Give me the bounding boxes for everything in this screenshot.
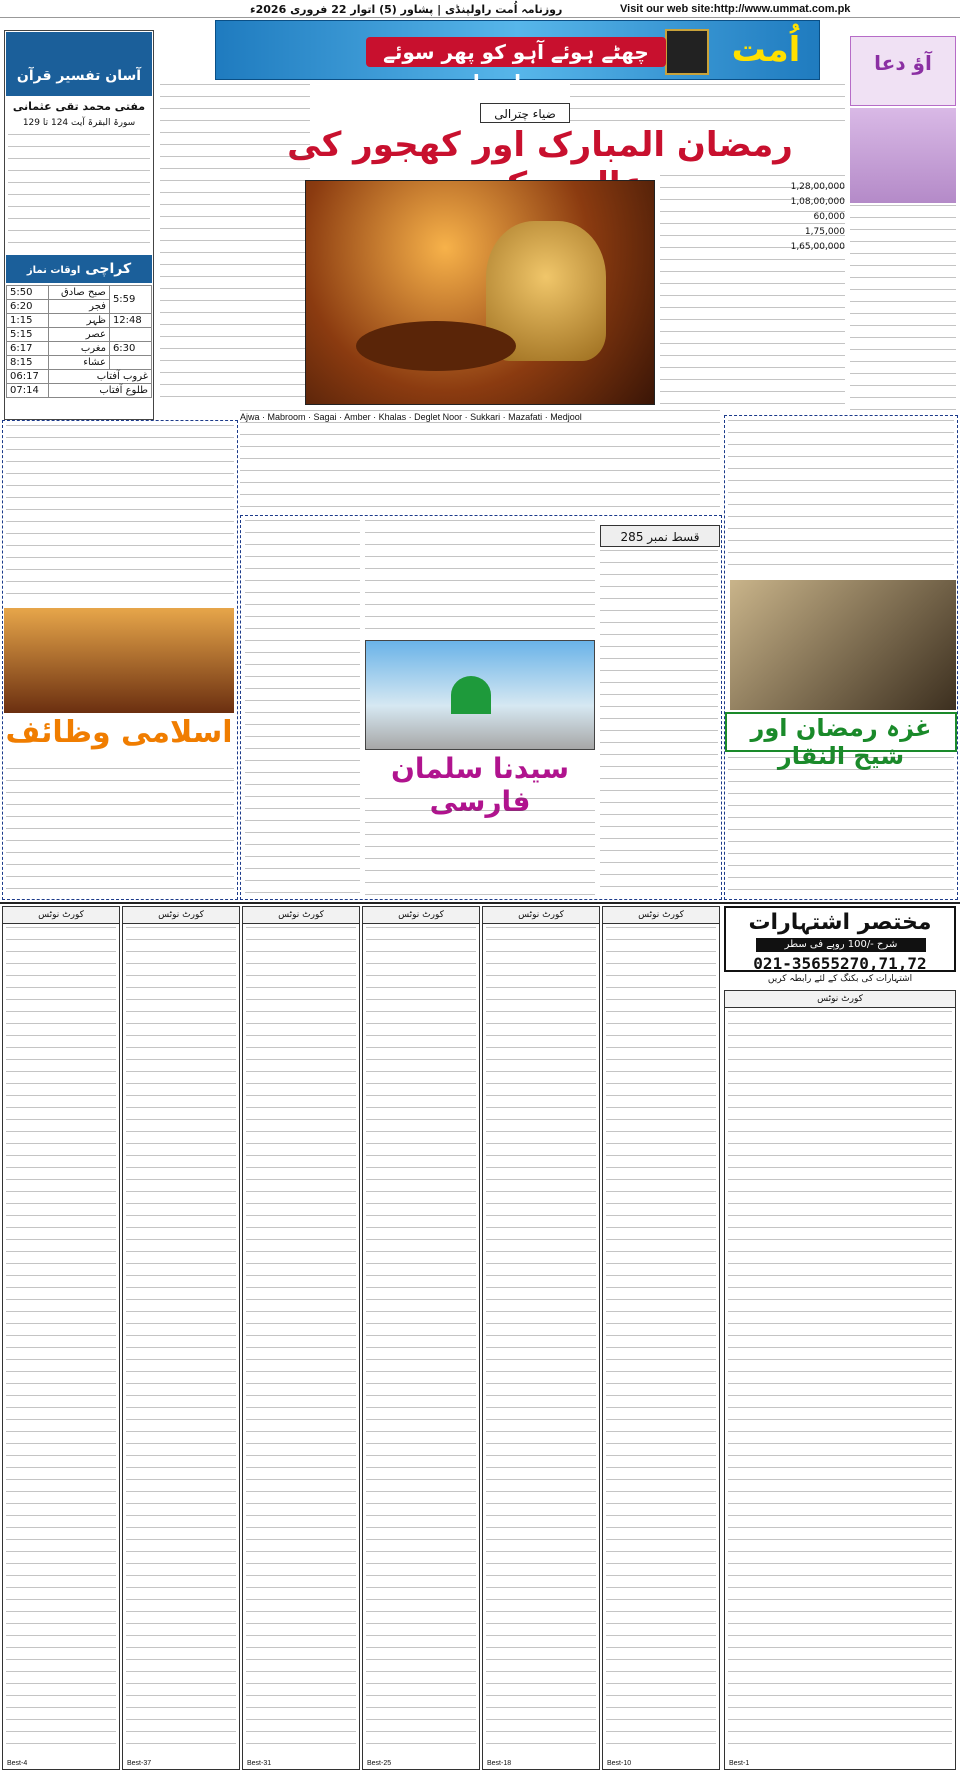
times-label: اوقات نماز [26,265,81,276]
section-divider [0,902,960,904]
green-dome-icon [451,676,491,714]
islamic-text-top [6,425,234,605]
table-row [7,356,152,370]
notice-ref: Best-10 [607,1760,632,1767]
ramadan-logo [850,36,956,106]
notice-text [606,927,716,1752]
notice-column [724,990,956,1770]
date-varieties-list: Ajwa · Mabroom · Sagai · Amber · Khalas · Deglet Noor · Sukkari · Mazafati · Medjool [240,412,582,422]
prayer-name: عصر [49,328,110,342]
prophets-mosque-image [365,640,595,750]
notice-ref: Best-4 [7,1760,28,1767]
date-variety: Deglet Noor [414,412,463,422]
prayer-name: مغرب [49,342,110,356]
notice-column [482,906,600,1770]
ramadan-logo-text: آؤ دعا [874,51,932,75]
article-byline: ضیاء چترالی [480,103,570,123]
notice-column [242,906,360,1770]
gaza-text-top [728,420,954,575]
praying-hands-image [850,108,956,203]
prayer-time: 8:15 [7,356,49,370]
table-row [7,314,152,328]
classified-phone: 021-35655270,71,72 [753,954,927,973]
notice-text [486,927,596,1752]
figure-value: 1,65,00,000 [790,242,845,252]
figure-value: 1,75,000 [804,227,845,237]
prayer-name: غروب آفتاب [49,370,152,384]
salman-column-left [245,520,360,895]
prayer-times-table [6,285,152,425]
notice-header: کورٹ نوٹس [123,907,239,924]
ramadan-column-text [850,205,956,415]
prayer-name: طلوع آفتاب [49,384,152,398]
salman-column-right [600,550,718,895]
mosque-silhouette-image [4,608,234,713]
prayer-name: فجر [49,300,110,314]
notice-ref: Best-25 [367,1760,392,1767]
prayer-time: 5:50 [7,286,49,300]
asr-time: 6:30 [109,342,151,356]
notice-column [602,906,720,1770]
notice-text [366,927,476,1752]
classified-contact: اشتہارات کی بکنگ کے لئے رابطہ کریں [767,974,913,984]
quran-lantern-image [730,580,956,710]
masthead-banner [215,20,820,94]
notice-ref: Best-1 [729,1760,750,1767]
tafseer-title: آسان تفسیر قرآن [16,68,142,84]
tafseer-text [8,134,150,252]
table-row [7,328,152,342]
notice-text [246,927,356,1752]
islamic-text-bottom [6,768,234,896]
classified-rate: شرح -/100 روپے فی سطر [756,938,926,952]
date-variety: Mazafati [508,412,543,422]
date-variety: Khalas [378,412,407,422]
article-column-1 [160,84,310,404]
dateline: روزنامہ اُمت راولپنڈی | پشاور (5) اتوار 22 فروری 2026ء [250,3,563,16]
karachi-header [6,255,152,283]
islamic-wazaif-title: اسلامی وظائف [5,715,233,750]
dateline-bar [0,0,960,18]
notice-header: کورٹ نوٹس [243,907,359,924]
sehr-time: 5:59 [109,286,151,314]
notice-text [6,927,116,1752]
masthead-slogan: چھٹے ہوئے آہو کو پھر سوئے حرم لے چل [366,37,666,67]
figure-value: 60,000 [813,212,845,222]
prayer-time: 6:20 [7,300,49,314]
date-variety: Sukkari [470,412,501,422]
notice-header: کورٹ نوٹس [483,907,599,924]
notice-ref: Best-18 [487,1760,512,1767]
notice-text [126,927,236,1752]
date-variety: Mabroom [267,412,306,422]
date-variety: Amber [344,412,371,422]
notice-header: کورٹ نوٹس [603,907,719,924]
salman-column-bottom [365,798,595,895]
date-variety: Medjool [550,412,582,422]
figure-value: 1,08,00,000 [790,197,845,207]
city-name: کراچی [85,261,132,277]
prayer-name: ظہر [49,314,110,328]
notice-column [362,906,480,1770]
salman-column-top [365,520,595,635]
table-row [7,342,152,356]
prayer-name: عشاء [49,356,110,370]
classified-ads-header [724,906,956,972]
tafseer-author: مفتی محمد تقی عثمانی [12,100,146,113]
newspaper-logo: اُمت [731,30,801,70]
table-row [7,370,152,384]
article-figures [660,180,845,290]
classified-title: مختصر اشتہارات [748,910,932,935]
prayer-time: 1:15 [7,314,49,328]
date-variety: Sagai [313,412,337,422]
notice-ref: Best-31 [247,1760,272,1767]
prayer-time: 6:17 [7,342,49,356]
website-link[interactable]: Visit our web site:http://www.ummat.com.pk [620,3,851,15]
episode-number: قسط نمبر 285 [600,525,720,547]
notice-ref: Best-37 [127,1760,152,1767]
prayer-time: 5:15 [7,328,49,342]
prayer-time: 06:17 [7,370,49,384]
figure-value: 1,28,00,000 [790,182,845,192]
notice-text [728,1011,952,1751]
prayer-name: صبح صادق [49,286,110,300]
notice-header: کورٹ نوٹس [3,907,119,924]
gaza-ramadan-title: غزہ رمضان اور شیخ النقار [725,712,957,752]
notice-header: کورٹ نوٹس [725,991,955,1008]
date-variety: Ajwa [240,412,260,422]
notice-column [2,906,120,1770]
article-intro [570,84,845,122]
main-headline: رمضان المبارک اور کھجور کی [287,125,793,165]
tafseer-surah: سورۃ البقرۃ آیت 124 تا 129 [22,118,136,128]
notice-header: کورٹ نوٹس [363,907,479,924]
dates-bowl-image [356,321,516,371]
tafseer-box [6,32,152,96]
table-row [7,286,152,300]
notice-column [122,906,240,1770]
table-row [7,384,152,398]
noon-time: 12:48 [109,314,151,328]
dates-photo [305,180,655,405]
gaza-text-bottom [728,757,954,897]
salman-farsi-title: سیدنا سلمان فارسی [390,752,570,818]
prayer-time: 07:14 [7,384,49,398]
kaaba-icon [665,29,709,75]
